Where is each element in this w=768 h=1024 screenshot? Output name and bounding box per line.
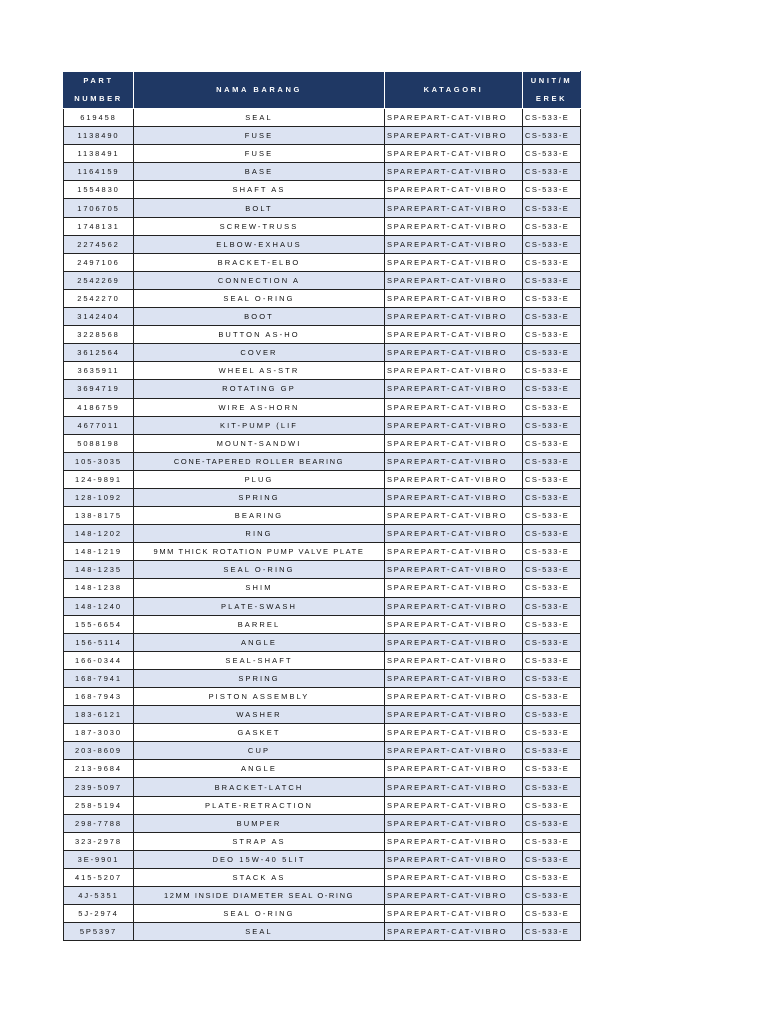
cell-unit-merek: CS-533-E xyxy=(523,887,581,905)
cell-unit-merek: CS-533-E xyxy=(523,760,581,778)
cell-unit-merek: CS-533-E xyxy=(523,127,581,145)
table-row xyxy=(64,434,581,452)
cell-nama-barang: 9MM THICK ROTATION PUMP VALVE PLATE xyxy=(134,543,385,561)
cell-katagori: SPAREPART-CAT-VIBRO xyxy=(385,398,523,416)
cell-nama-barang: BRACKET-LATCH xyxy=(134,778,385,796)
cell-nama-barang: CONE-TAPERED ROLLER BEARING xyxy=(134,452,385,470)
cell-nama-barang: WASHER xyxy=(134,706,385,724)
cell-nama-barang: DEO 15W-40 5LIT xyxy=(134,850,385,868)
table-row xyxy=(64,109,581,127)
table-row xyxy=(64,398,581,416)
cell-unit-merek: CS-533-E xyxy=(523,488,581,506)
cell-nama-barang: SEAL-SHAFT xyxy=(134,651,385,669)
cell-part-number: 1554830 xyxy=(64,181,134,199)
table-row xyxy=(64,850,581,868)
cell-katagori: SPAREPART-CAT-VIBRO xyxy=(385,742,523,760)
cell-part-number: 148-1240 xyxy=(64,597,134,615)
table-row xyxy=(64,887,581,905)
cell-unit-merek: CS-533-E xyxy=(523,724,581,742)
cell-unit-merek: CS-533-E xyxy=(523,868,581,886)
cell-nama-barang: ANGLE xyxy=(134,760,385,778)
cell-unit-merek: CS-533-E xyxy=(523,344,581,362)
header-unit-merek-line-2: EREK xyxy=(535,94,568,103)
table-row xyxy=(64,597,581,615)
cell-nama-barang: SPRING xyxy=(134,488,385,506)
parts-table-container xyxy=(63,71,580,941)
cell-nama-barang: SCREW-TRUSS xyxy=(134,217,385,235)
cell-part-number: 2497106 xyxy=(64,253,134,271)
table-row xyxy=(64,127,581,145)
cell-unit-merek: CS-533-E xyxy=(523,778,581,796)
table-row xyxy=(64,344,581,362)
cell-unit-merek: CS-533-E xyxy=(523,199,581,217)
table-row xyxy=(64,923,581,941)
cell-katagori: SPAREPART-CAT-VIBRO xyxy=(385,760,523,778)
cell-katagori: SPAREPART-CAT-VIBRO xyxy=(385,669,523,687)
cell-unit-merek: CS-533-E xyxy=(523,832,581,850)
cell-katagori: SPAREPART-CAT-VIBRO xyxy=(385,525,523,543)
cell-part-number: 148-1202 xyxy=(64,525,134,543)
cell-nama-barang: SHAFT AS xyxy=(134,181,385,199)
cell-part-number: 168-7943 xyxy=(64,688,134,706)
cell-nama-barang: SEAL O-RING xyxy=(134,561,385,579)
cell-katagori: SPAREPART-CAT-VIBRO xyxy=(385,561,523,579)
cell-part-number: 1138491 xyxy=(64,145,134,163)
cell-unit-merek: CS-533-E xyxy=(523,796,581,814)
cell-part-number: 2542270 xyxy=(64,289,134,307)
cell-part-number: 258-5194 xyxy=(64,796,134,814)
table-row xyxy=(64,814,581,832)
cell-katagori: SPAREPART-CAT-VIBRO xyxy=(385,145,523,163)
cell-katagori: SPAREPART-CAT-VIBRO xyxy=(385,235,523,253)
table-row xyxy=(64,543,581,561)
table-row xyxy=(64,380,581,398)
table-row xyxy=(64,742,581,760)
cell-nama-barang: FUSE xyxy=(134,127,385,145)
table-row xyxy=(64,289,581,307)
cell-nama-barang: STRAP AS xyxy=(134,832,385,850)
cell-part-number: 415-5207 xyxy=(64,868,134,886)
cell-katagori: SPAREPART-CAT-VIBRO xyxy=(385,633,523,651)
table-row xyxy=(64,217,581,235)
table-row xyxy=(64,308,581,326)
header-unit-merek xyxy=(523,72,581,109)
cell-part-number: 2274562 xyxy=(64,235,134,253)
cell-nama-barang: PISTON ASSEMBLY xyxy=(134,688,385,706)
cell-part-number: 298-7788 xyxy=(64,814,134,832)
cell-unit-merek: CS-533-E xyxy=(523,579,581,597)
table-row xyxy=(64,362,581,380)
cell-nama-barang: KIT-PUMP (LIF xyxy=(134,416,385,434)
cell-part-number: 183-6121 xyxy=(64,706,134,724)
cell-part-number: 3228568 xyxy=(64,326,134,344)
cell-unit-merek: CS-533-E xyxy=(523,543,581,561)
cell-nama-barang: WHEEL AS-STR xyxy=(134,362,385,380)
table-row xyxy=(64,235,581,253)
cell-nama-barang: ROTATING GP xyxy=(134,380,385,398)
cell-part-number: 3635911 xyxy=(64,362,134,380)
cell-part-number: 5P5397 xyxy=(64,923,134,941)
table-row xyxy=(64,163,581,181)
cell-nama-barang: COVER xyxy=(134,344,385,362)
cell-unit-merek: CS-533-E xyxy=(523,525,581,543)
header-nama-barang: NAMA BARANG xyxy=(134,72,385,109)
cell-katagori: SPAREPART-CAT-VIBRO xyxy=(385,434,523,452)
cell-nama-barang: STACK AS xyxy=(134,868,385,886)
cell-katagori: SPAREPART-CAT-VIBRO xyxy=(385,163,523,181)
cell-nama-barang: PLATE-SWASH xyxy=(134,597,385,615)
cell-katagori: SPAREPART-CAT-VIBRO xyxy=(385,796,523,814)
cell-unit-merek: CS-533-E xyxy=(523,688,581,706)
cell-katagori: SPAREPART-CAT-VIBRO xyxy=(385,778,523,796)
cell-part-number: 105-3035 xyxy=(64,452,134,470)
cell-katagori: SPAREPART-CAT-VIBRO xyxy=(385,289,523,307)
cell-unit-merek: CS-533-E xyxy=(523,651,581,669)
cell-katagori: SPAREPART-CAT-VIBRO xyxy=(385,217,523,235)
cell-part-number: 4J-5351 xyxy=(64,887,134,905)
cell-unit-merek: CS-533-E xyxy=(523,706,581,724)
cell-nama-barang: CONNECTION A xyxy=(134,271,385,289)
table-row xyxy=(64,796,581,814)
header-unit-merek-line-1: UNIT/M xyxy=(530,76,573,85)
cell-unit-merek: CS-533-E xyxy=(523,326,581,344)
table-row xyxy=(64,905,581,923)
table-row xyxy=(64,181,581,199)
table-header xyxy=(64,72,581,109)
table-row xyxy=(64,507,581,525)
cell-katagori: SPAREPART-CAT-VIBRO xyxy=(385,488,523,506)
cell-unit-merek: CS-533-E xyxy=(523,217,581,235)
parts-table xyxy=(63,71,581,941)
cell-nama-barang: CUP xyxy=(134,742,385,760)
cell-unit-merek: CS-533-E xyxy=(523,398,581,416)
cell-katagori: SPAREPART-CAT-VIBRO xyxy=(385,199,523,217)
table-row xyxy=(64,561,581,579)
cell-part-number: 1138490 xyxy=(64,127,134,145)
table-row xyxy=(64,271,581,289)
cell-part-number: 3694719 xyxy=(64,380,134,398)
cell-katagori: SPAREPART-CAT-VIBRO xyxy=(385,832,523,850)
table-row xyxy=(64,470,581,488)
cell-unit-merek: CS-533-E xyxy=(523,271,581,289)
cell-part-number: 124-9891 xyxy=(64,470,134,488)
cell-part-number: 1706705 xyxy=(64,199,134,217)
table-row xyxy=(64,326,581,344)
cell-unit-merek: CS-533-E xyxy=(523,380,581,398)
cell-katagori: SPAREPART-CAT-VIBRO xyxy=(385,127,523,145)
table-row xyxy=(64,688,581,706)
cell-nama-barang: SEAL xyxy=(134,109,385,127)
cell-unit-merek: CS-533-E xyxy=(523,561,581,579)
table-row xyxy=(64,253,581,271)
cell-nama-barang: FUSE xyxy=(134,145,385,163)
cell-nama-barang: BASE xyxy=(134,163,385,181)
table-row xyxy=(64,724,581,742)
table-row xyxy=(64,633,581,651)
cell-unit-merek: CS-533-E xyxy=(523,507,581,525)
header-part-number xyxy=(64,72,134,109)
cell-unit-merek: CS-533-E xyxy=(523,470,581,488)
cell-unit-merek: CS-533-E xyxy=(523,109,581,127)
cell-unit-merek: CS-533-E xyxy=(523,923,581,941)
cell-katagori: SPAREPART-CAT-VIBRO xyxy=(385,452,523,470)
cell-nama-barang: BOLT xyxy=(134,199,385,217)
cell-unit-merek: CS-533-E xyxy=(523,669,581,687)
table-row xyxy=(64,669,581,687)
table-row xyxy=(64,832,581,850)
cell-part-number: 619458 xyxy=(64,109,134,127)
cell-unit-merek: CS-533-E xyxy=(523,597,581,615)
cell-nama-barang: PLATE-RETRACTION xyxy=(134,796,385,814)
cell-nama-barang: SEAL O-RING xyxy=(134,905,385,923)
cell-katagori: SPAREPART-CAT-VIBRO xyxy=(385,579,523,597)
cell-katagori: SPAREPART-CAT-VIBRO xyxy=(385,724,523,742)
cell-nama-barang: SHIM xyxy=(134,579,385,597)
cell-unit-merek: CS-533-E xyxy=(523,181,581,199)
cell-part-number: 3E-9901 xyxy=(64,850,134,868)
cell-part-number: 203-8609 xyxy=(64,742,134,760)
cell-part-number: 3612564 xyxy=(64,344,134,362)
cell-nama-barang: BEARING xyxy=(134,507,385,525)
cell-nama-barang: SEAL O-RING xyxy=(134,289,385,307)
cell-unit-merek: CS-533-E xyxy=(523,308,581,326)
table-row xyxy=(64,778,581,796)
cell-katagori: SPAREPART-CAT-VIBRO xyxy=(385,416,523,434)
table-row xyxy=(64,488,581,506)
table-row xyxy=(64,868,581,886)
cell-nama-barang: BUTTON AS-HO xyxy=(134,326,385,344)
cell-part-number: 5088198 xyxy=(64,434,134,452)
cell-nama-barang: MOUNT-SANDWI xyxy=(134,434,385,452)
cell-part-number: 239-5097 xyxy=(64,778,134,796)
cell-katagori: SPAREPART-CAT-VIBRO xyxy=(385,850,523,868)
cell-katagori: SPAREPART-CAT-VIBRO xyxy=(385,253,523,271)
header-part-number-line-1: PART xyxy=(83,76,114,85)
table-row xyxy=(64,416,581,434)
cell-part-number: 5J-2974 xyxy=(64,905,134,923)
cell-part-number: 148-1238 xyxy=(64,579,134,597)
cell-katagori: SPAREPART-CAT-VIBRO xyxy=(385,688,523,706)
cell-katagori: SPAREPART-CAT-VIBRO xyxy=(385,507,523,525)
cell-part-number: 166-0344 xyxy=(64,651,134,669)
cell-unit-merek: CS-533-E xyxy=(523,163,581,181)
cell-katagori: SPAREPART-CAT-VIBRO xyxy=(385,868,523,886)
cell-part-number: 1164159 xyxy=(64,163,134,181)
cell-unit-merek: CS-533-E xyxy=(523,633,581,651)
cell-part-number: 187-3030 xyxy=(64,724,134,742)
cell-part-number: 4677011 xyxy=(64,416,134,434)
cell-katagori: SPAREPART-CAT-VIBRO xyxy=(385,326,523,344)
cell-part-number: 155-6654 xyxy=(64,615,134,633)
cell-nama-barang: SEAL xyxy=(134,923,385,941)
table-row xyxy=(64,452,581,470)
cell-nama-barang: PLUG xyxy=(134,470,385,488)
cell-part-number: 148-1235 xyxy=(64,561,134,579)
table-row xyxy=(64,706,581,724)
cell-katagori: SPAREPART-CAT-VIBRO xyxy=(385,615,523,633)
cell-katagori: SPAREPART-CAT-VIBRO xyxy=(385,344,523,362)
cell-nama-barang: BOOT xyxy=(134,308,385,326)
table-row xyxy=(64,615,581,633)
cell-part-number: 168-7941 xyxy=(64,669,134,687)
cell-katagori: SPAREPART-CAT-VIBRO xyxy=(385,814,523,832)
cell-nama-barang: ELBOW-EXHAUS xyxy=(134,235,385,253)
table-row xyxy=(64,145,581,163)
cell-katagori: SPAREPART-CAT-VIBRO xyxy=(385,308,523,326)
cell-katagori: SPAREPART-CAT-VIBRO xyxy=(385,271,523,289)
cell-katagori: SPAREPART-CAT-VIBRO xyxy=(385,109,523,127)
cell-part-number: 323-2978 xyxy=(64,832,134,850)
cell-nama-barang: WIRE AS-HORN xyxy=(134,398,385,416)
cell-nama-barang: BRACKET-ELBO xyxy=(134,253,385,271)
cell-katagori: SPAREPART-CAT-VIBRO xyxy=(385,651,523,669)
cell-part-number: 213-9684 xyxy=(64,760,134,778)
cell-unit-merek: CS-533-E xyxy=(523,850,581,868)
cell-part-number: 2542269 xyxy=(64,271,134,289)
cell-unit-merek: CS-533-E xyxy=(523,434,581,452)
cell-unit-merek: CS-533-E xyxy=(523,289,581,307)
header-katagori: KATAGORI xyxy=(385,72,523,109)
cell-katagori: SPAREPART-CAT-VIBRO xyxy=(385,543,523,561)
cell-katagori: SPAREPART-CAT-VIBRO xyxy=(385,470,523,488)
cell-part-number: 156-5114 xyxy=(64,633,134,651)
cell-unit-merek: CS-533-E xyxy=(523,235,581,253)
cell-part-number: 128-1092 xyxy=(64,488,134,506)
cell-katagori: SPAREPART-CAT-VIBRO xyxy=(385,362,523,380)
cell-nama-barang: 12MM INSIDE DIAMETER SEAL O-RING xyxy=(134,887,385,905)
cell-nama-barang: RING xyxy=(134,525,385,543)
cell-nama-barang: ANGLE xyxy=(134,633,385,651)
cell-nama-barang: BUMPER xyxy=(134,814,385,832)
cell-katagori: SPAREPART-CAT-VIBRO xyxy=(385,597,523,615)
cell-katagori: SPAREPART-CAT-VIBRO xyxy=(385,887,523,905)
cell-unit-merek: CS-533-E xyxy=(523,452,581,470)
table-row xyxy=(64,525,581,543)
table-body xyxy=(64,109,581,941)
cell-unit-merek: CS-533-E xyxy=(523,615,581,633)
table-row xyxy=(64,199,581,217)
table-row xyxy=(64,651,581,669)
header-part-number-line-2: NUMBER xyxy=(74,94,123,103)
cell-unit-merek: CS-533-E xyxy=(523,362,581,380)
cell-nama-barang: GASKET xyxy=(134,724,385,742)
cell-katagori: SPAREPART-CAT-VIBRO xyxy=(385,905,523,923)
cell-unit-merek: CS-533-E xyxy=(523,814,581,832)
cell-katagori: SPAREPART-CAT-VIBRO xyxy=(385,706,523,724)
cell-katagori: SPAREPART-CAT-VIBRO xyxy=(385,923,523,941)
cell-nama-barang: SPRING xyxy=(134,669,385,687)
cell-katagori: SPAREPART-CAT-VIBRO xyxy=(385,380,523,398)
cell-unit-merek: CS-533-E xyxy=(523,905,581,923)
cell-katagori: SPAREPART-CAT-VIBRO xyxy=(385,181,523,199)
cell-part-number: 138-8175 xyxy=(64,507,134,525)
cell-part-number: 1748131 xyxy=(64,217,134,235)
table-row xyxy=(64,579,581,597)
cell-nama-barang: BARREL xyxy=(134,615,385,633)
cell-part-number: 4186759 xyxy=(64,398,134,416)
table-row xyxy=(64,760,581,778)
cell-part-number: 148-1219 xyxy=(64,543,134,561)
cell-unit-merek: CS-533-E xyxy=(523,742,581,760)
cell-unit-merek: CS-533-E xyxy=(523,145,581,163)
cell-unit-merek: CS-533-E xyxy=(523,416,581,434)
cell-part-number: 3142404 xyxy=(64,308,134,326)
cell-unit-merek: CS-533-E xyxy=(523,253,581,271)
